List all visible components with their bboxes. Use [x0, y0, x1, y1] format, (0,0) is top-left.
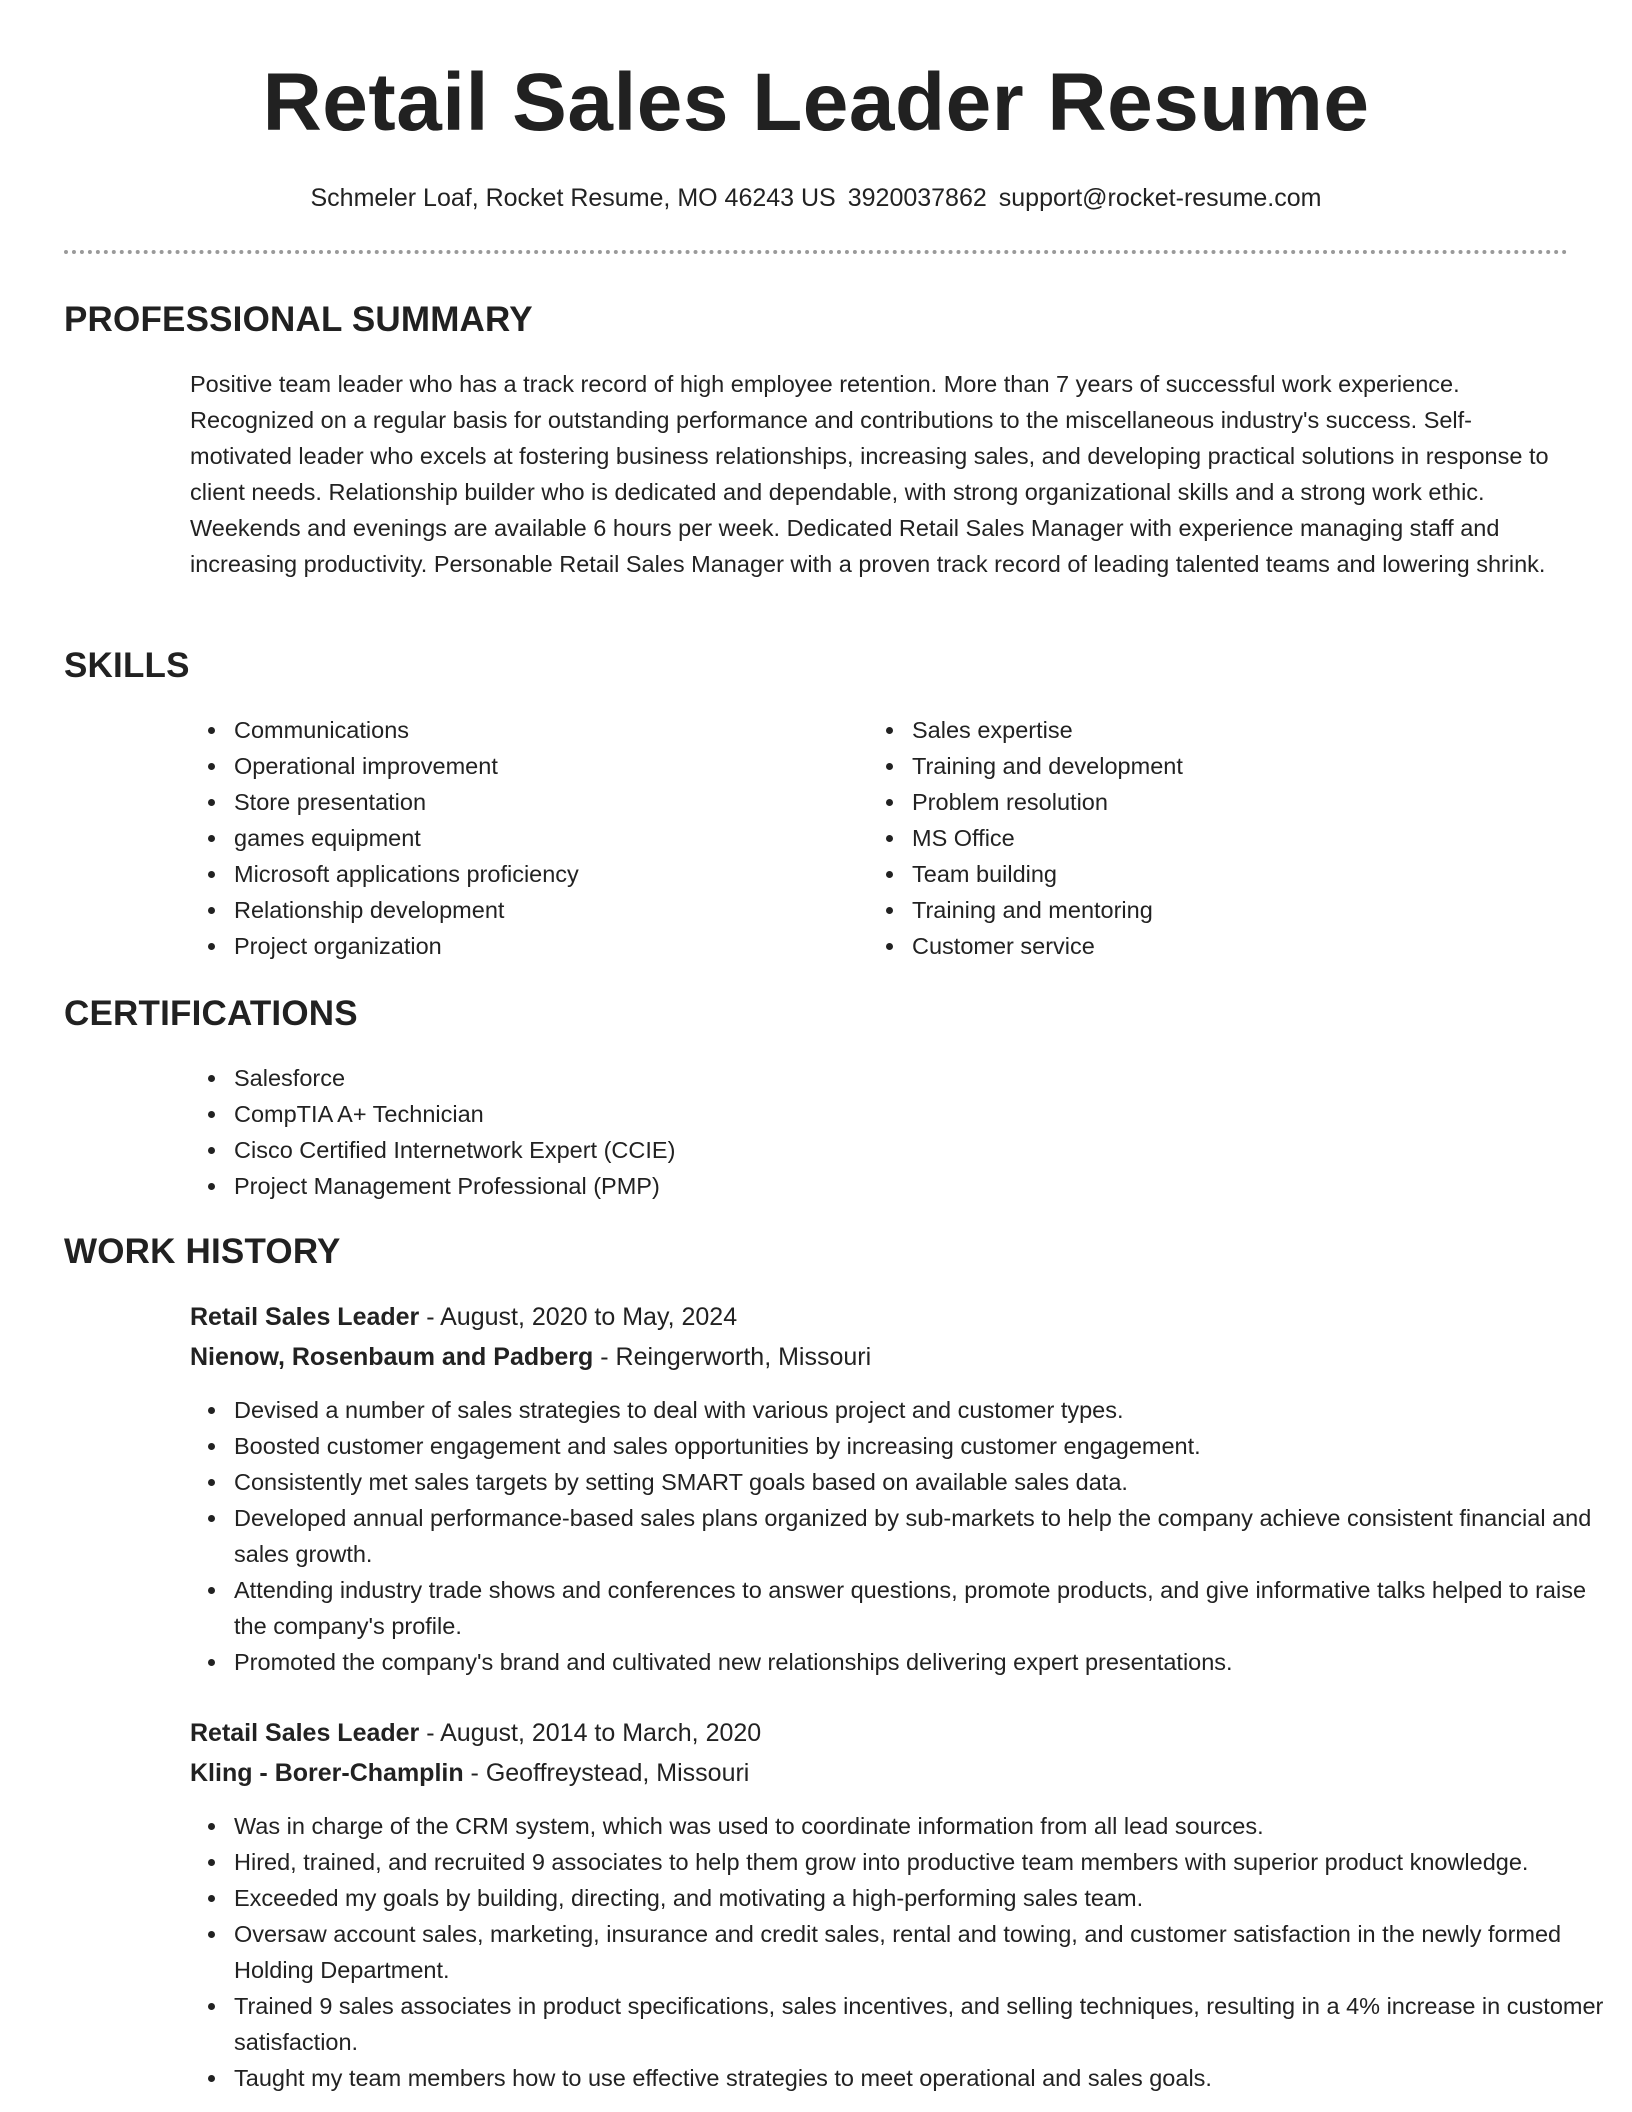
certification-item: Salesforce: [234, 1060, 1134, 1096]
job-bullet: Boosted customer engagement and sales opportunities by increasing customer engagement.: [234, 1428, 1614, 1464]
certifications-list: [190, 1060, 1134, 1204]
summary-text: Positive team leader who has a track record of high employee retention. More than 7 years of successful work experience. Recognized on a regular basis for outstanding performance and contributions to the miscellaneous industry's success. Self-motivated leader who excels at fostering business relationships, increasing sales, and developing practical solutions in response to client needs. Relationship builder who is dedicated and dependable, with strong organizational skills and a strong work ethic. Weekends and evenings are available 6 hours per week. Dedicated Retail Sales Manager with experience managing staff and increasing productivity. Personable Retail Sales Manager with a proven track record of leading talented teams and lowering shrink.: [190, 371, 1549, 577]
header-divider: [64, 250, 1568, 254]
job-2-title-line: [190, 1716, 761, 1750]
skill-item: Store presentation: [234, 784, 834, 820]
job-bullet: Taught my team members how to use effective strategies to meet operational and sales goals.: [234, 2060, 1614, 2096]
contact-email: support@rocket-resume.com: [998, 184, 1322, 212]
skill-item: Project organization: [234, 928, 834, 964]
skill-item: Training and mentoring: [912, 892, 1562, 928]
job-bullet: Developed annual performance-based sales plans organized by sub-markets to help the company achieve consistent financial and sales growth.: [234, 1500, 1614, 1572]
certification-item: Cisco Certified Internetwork Expert (CCIE): [234, 1132, 1134, 1168]
summary-heading: PROFESSIONAL SUMMARY: [64, 300, 533, 339]
skills-heading: SKILLS: [64, 646, 190, 685]
skill-item: Training and development: [912, 748, 1562, 784]
contact-address: Schmeler Loaf, Rocket Resume, MO 46243 US: [310, 184, 836, 212]
job-2-dates: - August, 2014 to March, 2020: [419, 1719, 762, 1747]
skill-item: Communications: [234, 712, 834, 748]
job-1-location: - Reingerworth, Missouri: [593, 1343, 872, 1371]
skill-item: Team building: [912, 856, 1562, 892]
skill-item: Sales expertise: [912, 712, 1562, 748]
certification-item: CompTIA A+ Technician: [234, 1096, 1134, 1132]
job-1-dates: - August, 2020 to May, 2024: [419, 1303, 738, 1331]
job-bullet: Consistently met sales targets by setting SMART goals based on available sales data.: [234, 1464, 1614, 1500]
contact-line: [0, 182, 1632, 214]
job-2-role: Retail Sales Leader: [190, 1719, 420, 1747]
skill-item: Operational improvement: [234, 748, 834, 784]
skill-item: MS Office: [912, 820, 1562, 856]
job-1-company: Nienow, Rosenbaum and Padberg: [190, 1343, 594, 1371]
job-bullet: Trained 9 sales associates in product specifications, sales incentives, and selling techniques, resulting in a 4% increase in customer satisfaction.: [234, 1988, 1614, 2060]
job-bullet: Promoted the company's brand and cultivated new relationships delivering expert presentations.: [234, 1644, 1614, 1680]
job-2-location: - Geoffreystead, Missouri: [463, 1759, 750, 1787]
job-2-bullets: [190, 1808, 1614, 2096]
skills-list-left: [190, 712, 834, 964]
skills-list-right: [868, 712, 1562, 964]
job-2-company: Kling - Borer-Champlin: [190, 1759, 464, 1787]
job-1-role: Retail Sales Leader: [190, 1303, 420, 1331]
skill-item: Relationship development: [234, 892, 834, 928]
skill-item: games equipment: [234, 820, 834, 856]
certifications-heading: CERTIFICATIONS: [64, 994, 358, 1033]
certification-item: Project Management Professional (PMP): [234, 1168, 1134, 1204]
job-bullet: Was in charge of the CRM system, which was used to coordinate information from all lead sources.: [234, 1808, 1614, 1844]
job-bullet: Attending industry trade shows and conferences to answer questions, promote products, and give informative talks helped to raise the company's profile.: [234, 1572, 1614, 1644]
job-bullet: Hired, trained, and recruited 9 associates to help them grow into productive team members with superior product knowledge.: [234, 1844, 1614, 1880]
job-bullet: Oversaw account sales, marketing, insurance and credit sales, rental and towing, and customer satisfaction in the newly formed Holding Department.: [234, 1916, 1614, 1988]
skill-item: Customer service: [912, 928, 1562, 964]
skill-item: Microsoft applications proficiency: [234, 856, 834, 892]
job-1-company-line: [190, 1340, 871, 1374]
job-1-title-line: [190, 1300, 737, 1334]
resume-title: Retail Sales Leader Resume: [262, 57, 1370, 148]
job-2-company-line: [190, 1756, 749, 1790]
contact-phone: 3920037862: [847, 184, 987, 212]
skill-item: Problem resolution: [912, 784, 1562, 820]
work-history-heading: WORK HISTORY: [64, 1232, 341, 1271]
job-bullet: Exceeded my goals by building, directing, and motivating a high-performing sales team.: [234, 1880, 1614, 1916]
job-1-bullets: [190, 1392, 1614, 1680]
job-bullet: Devised a number of sales strategies to deal with various project and customer types.: [234, 1392, 1614, 1428]
